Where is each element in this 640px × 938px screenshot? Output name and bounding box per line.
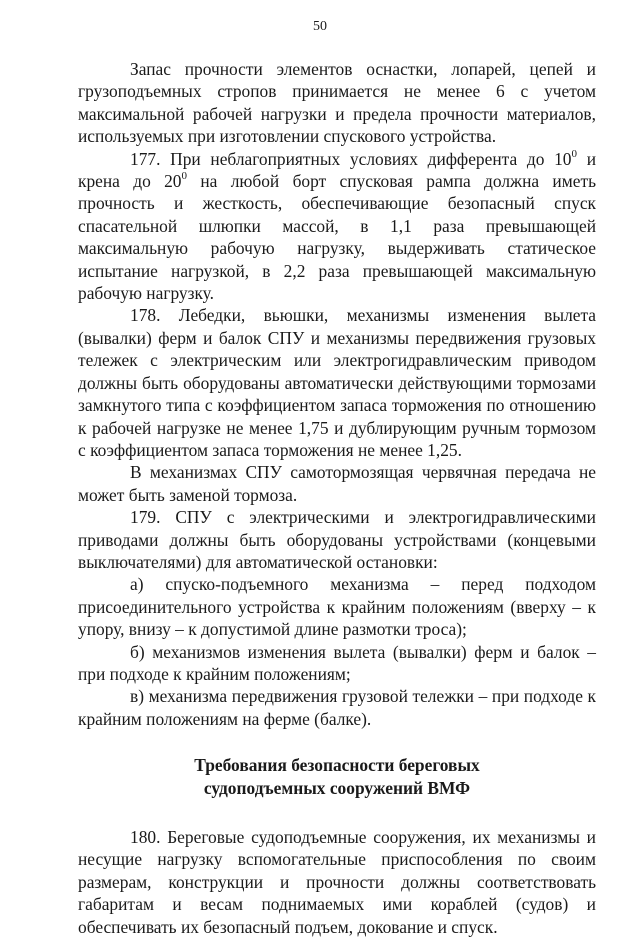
paragraph-177-text-2: и крена до 20 bbox=[78, 148, 597, 192]
list-item-b: б) механизмов изменения вылета (вывалки) ферм и балок – при подходе к крайним положениям; bbox=[78, 641, 596, 684]
paragraph-worm-gear: В механизмах СПУ самотормозящая червячная передача не может быть заменой тормоза. bbox=[78, 462, 596, 505]
paragraph-177 bbox=[78, 148, 596, 305]
paragraph-safety-margin: Запас прочности элементов оснастки, лопарей, цепей и грузоподъемных стропов принимается не менее 6 с учетом максимальной рабочей нагрузки и предела прочности материалов, используемых при изготовлении спускового устройства. bbox=[78, 59, 596, 147]
page-number: 50 bbox=[313, 19, 327, 34]
paragraph-177-text-1: 177. При неблагоприятных условиях дифферента до 10 bbox=[130, 148, 572, 169]
section-heading-line-1: Требования безопасности береговых bbox=[194, 755, 480, 776]
paragraph-177-text-3: на любой борт спусковая рампа должна иметь прочность и жесткость, обеспечивающие безопасный спуск спасательной шлюпки массой, в 1,1 раза превышающей максимальную рабочую нагрузку, выдерживать статическое испытание нагрузкой, в 2,2 раза превышающей максимальную рабочую нагрузку. bbox=[78, 171, 596, 304]
degree-superscript: 0 bbox=[181, 170, 188, 183]
paragraph-180: 180. Береговые судоподъемные сооружения, их механизмы и несущие нагрузку вспомогательные приспособления по своим размерам, конструкции и прочности должны соответствовать габаритам и весам поднимаемых ими кораблей (судов) и обеспечивать их безопасный подъем, докование и спуск. bbox=[78, 827, 596, 937]
document-body bbox=[78, 58, 596, 938]
paragraph-178: 178. Лебедки, вьюшки, механизмы изменения вылета (вывалки) ферм и балок СПУ и механизмы передвижения грузовых тележек с электрическим или электрогидравлическим приводом должны быть оборудованы автоматически действующими тормозами замкнутого типа с коэффициентом запаса торможения по отношению к рабочей нагрузке не менее 1,75 и дублирующим ручным тормозом с коэффициентом запаса торможения не менее 1,25. bbox=[78, 305, 596, 460]
paragraph-179: 179. СПУ с электрическими и электрогидравлическими приводами должны быть оборудованы устройствами (концевыми выключателями) для автоматической остановки: bbox=[78, 507, 596, 572]
list-item-a: а) спуско-подъемного механизма – перед подходом присоединительного устройства к крайним положениям (вверху – к упору, внизу – к допустимой длине размотки троса); bbox=[78, 574, 596, 640]
degree-superscript: 0 bbox=[571, 147, 577, 160]
section-heading-line-2: судоподъемных сооружений ВМФ bbox=[203, 777, 471, 798]
list-item-c: в) механизма передвижения грузовой тележки – при подходе к крайним положениям на ферме (балке). bbox=[78, 686, 596, 729]
section-heading bbox=[78, 754, 596, 799]
